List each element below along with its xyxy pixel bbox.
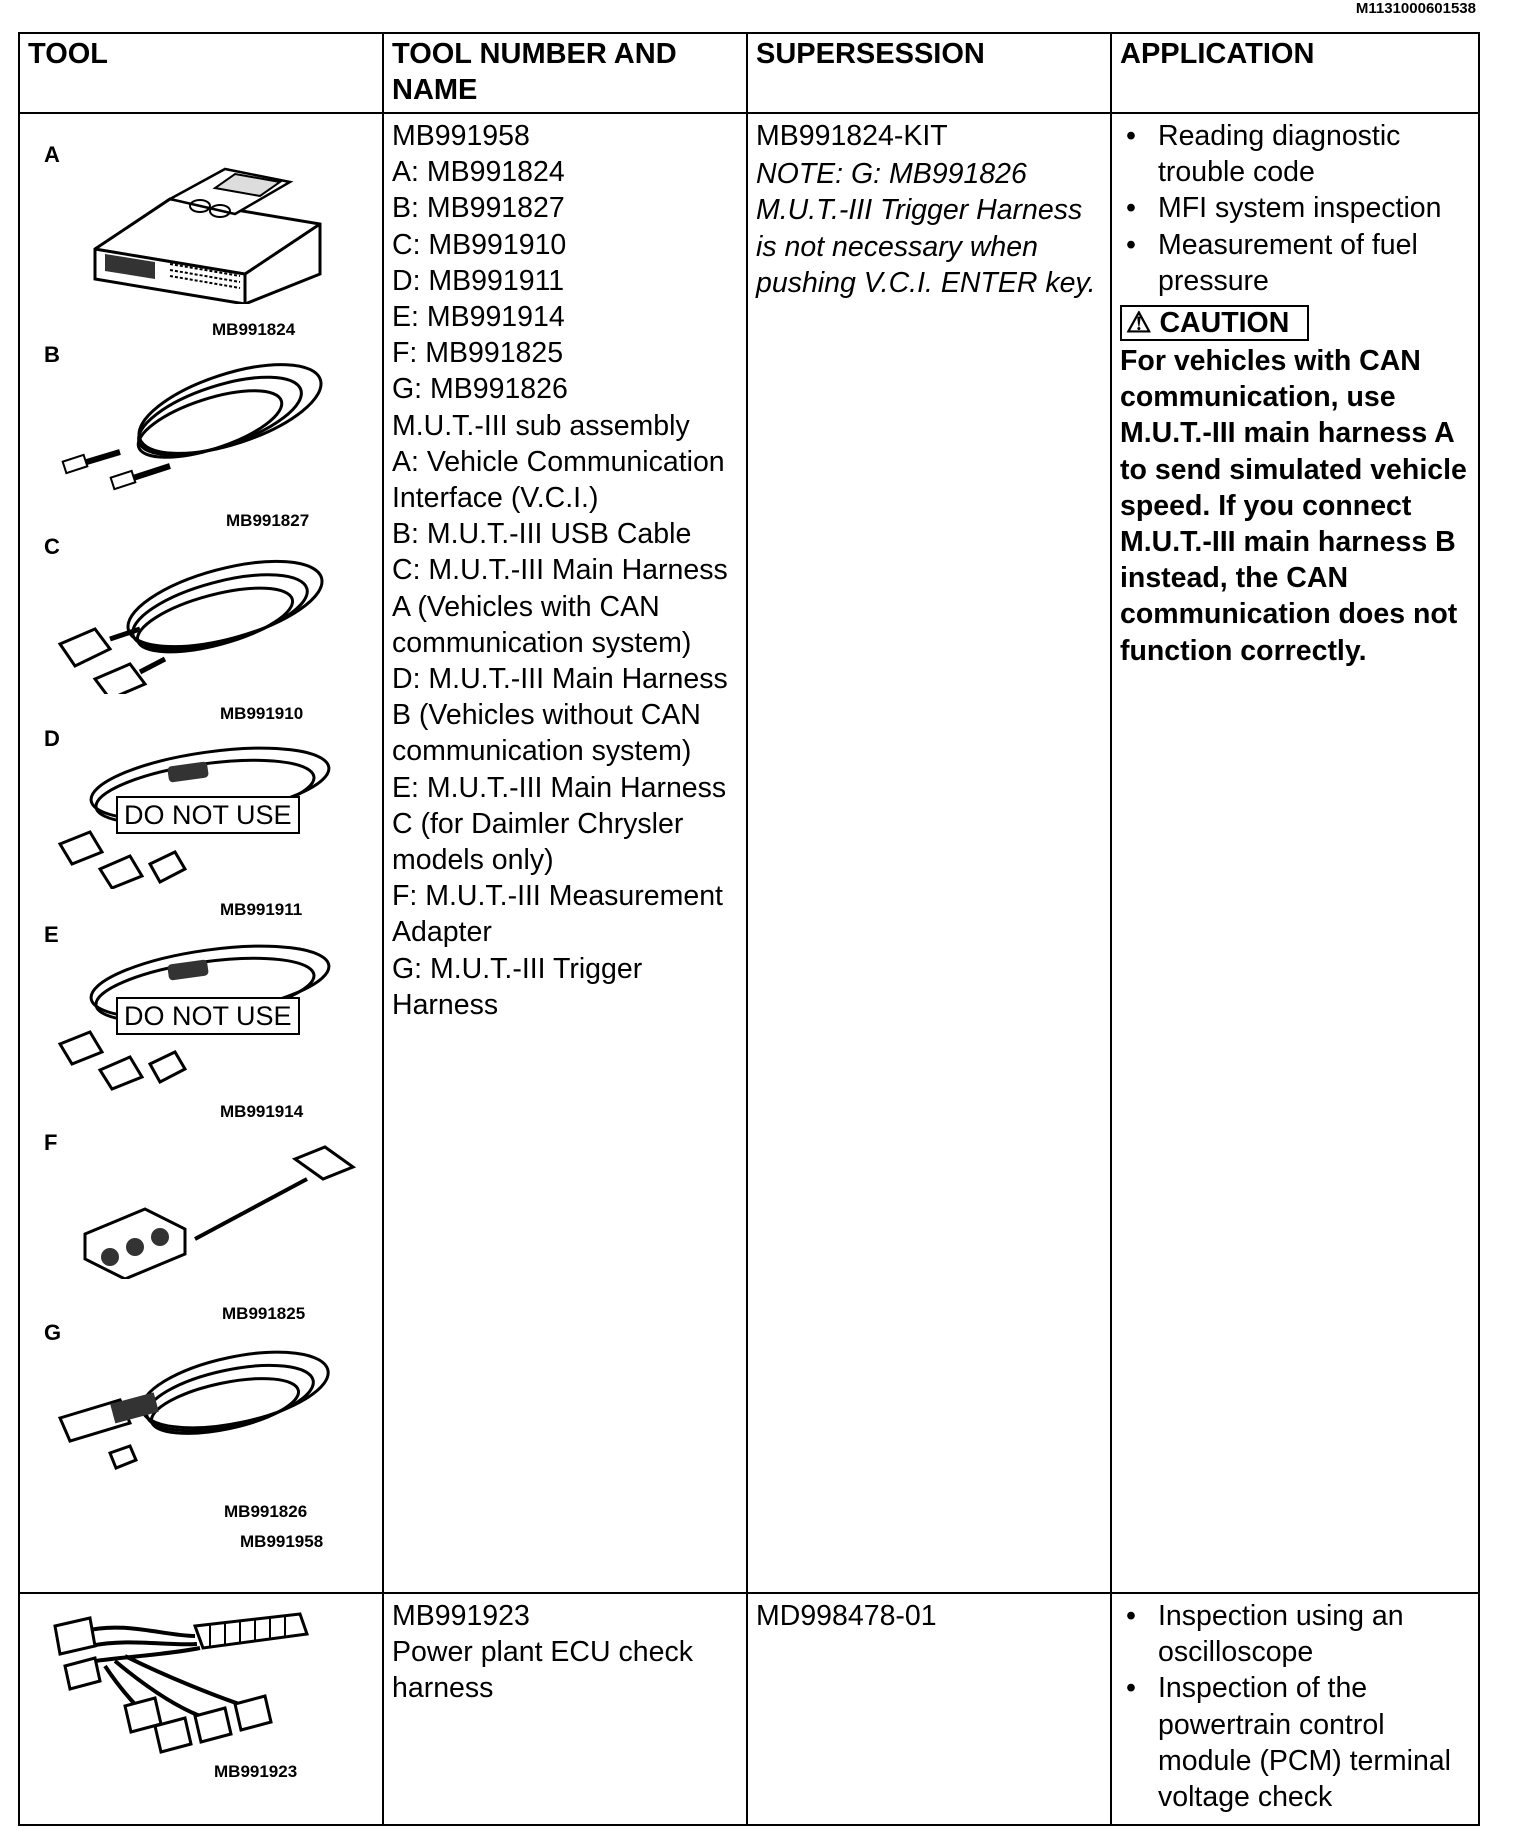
table-row xyxy=(19,113,1479,1593)
text-line: A: MB991824 xyxy=(392,156,565,189)
text-line: D: M.U.T.-III Main Harness B (Vehicles without CAN communication system) xyxy=(392,663,728,768)
list-item: • MFI system inspection xyxy=(1120,190,1470,226)
vci-unit-icon xyxy=(75,154,335,304)
supersession-cell xyxy=(747,1593,1111,1825)
header-tool: TOOL xyxy=(19,33,383,113)
text-line: MB991923 xyxy=(392,1600,530,1632)
tool-part-number: MB991826 xyxy=(224,1502,308,1521)
supersession-note: NOTE: G: MB991826 M.U.T.-III Trigger Harness is not necessary when pushing V.C.I. ENTER key. xyxy=(756,158,1096,299)
tool-number-name-cell xyxy=(383,113,747,1593)
tool-letter: G xyxy=(44,1320,62,1345)
tool-illustration-cell xyxy=(19,1593,383,1825)
list-item: • Inspection using an oscilloscope xyxy=(1120,1598,1470,1670)
header-application: APPLICATION xyxy=(1111,33,1479,113)
header-tool-number-name: TOOL NUMBER AND NAME xyxy=(383,33,747,113)
tool-part-number: MB991827 xyxy=(226,511,310,530)
text-line: D: MB991911 xyxy=(392,264,565,297)
tool-part-number: MB991910 xyxy=(220,704,304,723)
text-line: E: M.U.T.-III Main Harness C (for Daimler Chrysler models only) xyxy=(392,771,727,877)
table-row xyxy=(19,1593,1479,1825)
text-line: C: MB991910 xyxy=(392,228,567,261)
tool-part-number: MB991914 xyxy=(220,1102,304,1121)
do-not-use-stamp: DO NOT USE xyxy=(116,796,300,834)
tool-illustration-cell xyxy=(19,113,383,1593)
text-line: F: M.U.T.-III Measurement Adapter xyxy=(392,880,723,949)
text-line: B: MB991827 xyxy=(392,192,565,225)
text-line: Power plant ECU check harness xyxy=(392,1636,693,1705)
document-id: M1131000601538 xyxy=(1355,0,1476,17)
text-line: F: MB991825 xyxy=(392,337,564,370)
text-line: G: MB991826 xyxy=(392,373,568,406)
application-cell xyxy=(1111,1593,1479,1825)
text-line: MB991958 xyxy=(392,120,530,152)
tool-number-name-cell xyxy=(383,1593,747,1825)
measurement-adapter-icon xyxy=(75,1139,365,1279)
supersession-number: MB991824-KIT xyxy=(756,120,948,152)
header-supersession: SUPERSESSION xyxy=(747,33,1111,113)
application-cell xyxy=(1111,113,1479,1593)
do-not-use-stamp: DO NOT USE xyxy=(116,997,300,1035)
list-item: • Measurement of fuel pressure xyxy=(1120,227,1470,299)
tool-letter: A xyxy=(44,142,60,167)
special-tools-table xyxy=(18,32,1480,1826)
caution-text: For vehicles with CAN communication, use M.U.T.-III main harness A to send simulated vehicle speed. If you connect M.U.T.-III main harness B instead, the CAN communication does not function correctly. xyxy=(1120,345,1467,667)
supersession-number: MD998478-01 xyxy=(756,1600,937,1632)
supersession-cell xyxy=(747,113,1111,1593)
header-row xyxy=(19,33,1479,113)
text-line: A: Vehicle Communication Interface (V.C.I.) xyxy=(392,445,725,515)
application-list xyxy=(1120,118,1470,299)
text-line: B: M.U.T.-III USB Cable xyxy=(392,518,692,551)
tool-letter: D xyxy=(44,726,60,751)
tool-letter: B xyxy=(44,342,60,367)
text-line: M.U.T.-III sub assembly xyxy=(392,409,690,442)
tool-part-number: MB991923 xyxy=(214,1762,298,1781)
text-line: E: MB991914 xyxy=(392,301,565,334)
tool-part-number: MB991824 xyxy=(212,320,296,339)
trigger-harness-icon xyxy=(50,1328,340,1473)
tool-letter: C xyxy=(44,534,60,559)
text-line: C: M.U.T.-III Main Harness A (Vehicles with CAN communication system) xyxy=(392,554,728,659)
list-item: • Inspection of the powertrain control module (PCM) terminal voltage check xyxy=(1120,1670,1470,1815)
application-list xyxy=(1120,1598,1470,1815)
tool-part-number: MB991825 xyxy=(222,1304,306,1323)
text-line: G: M.U.T.-III Trigger Harness xyxy=(392,952,643,1021)
ecu-check-harness-icon xyxy=(45,1606,315,1766)
main-harness-a-icon xyxy=(50,544,340,694)
usb-cable-icon xyxy=(50,354,340,494)
kit-part-number: MB991958 xyxy=(240,1532,324,1551)
tool-part-number: MB991911 xyxy=(220,900,303,919)
tool-letter: E xyxy=(44,922,59,947)
tool-letter: F xyxy=(44,1130,58,1155)
caution-label: ⚠ CAUTION xyxy=(1120,305,1309,341)
list-item: • Reading diagnostic trouble code xyxy=(1120,118,1470,190)
